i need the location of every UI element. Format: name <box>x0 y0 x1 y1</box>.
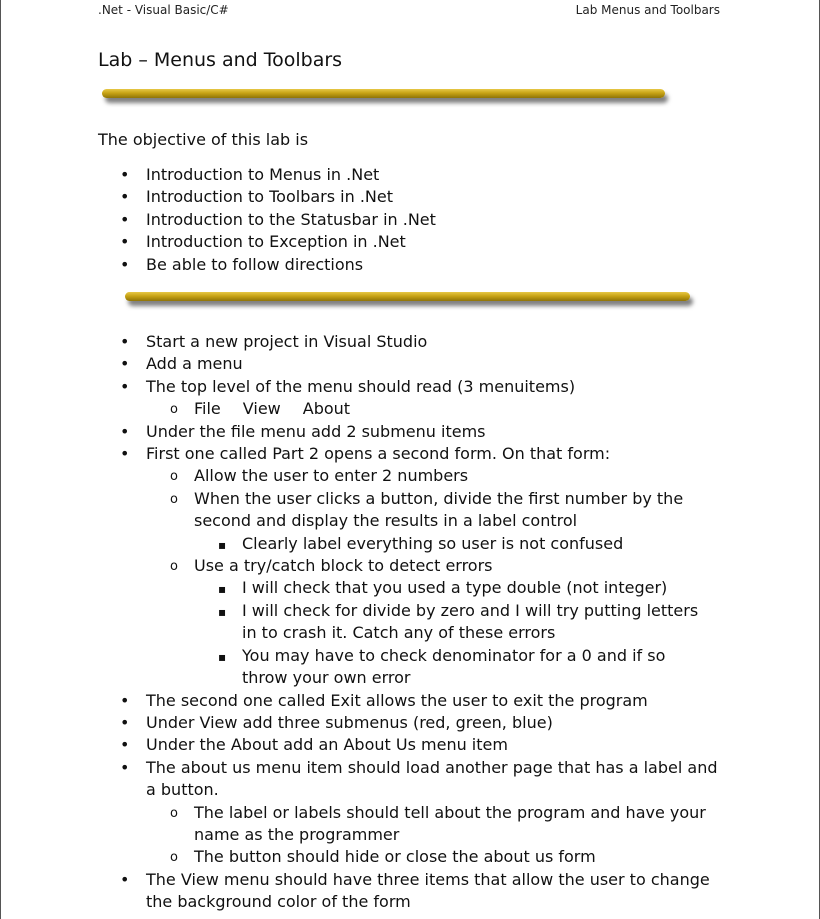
sub-step-item: o The label or labels should tell about the program and have your name as the programmer <box>194 802 724 847</box>
header-right: Lab Menus and Toolbars <box>575 3 720 17</box>
step-item: • Under View add three submenus (red, green, blue) <box>146 712 726 734</box>
detail-item: ▪ You may have to check denominator for a 0 and if so throw your own error <box>242 645 712 690</box>
objective-list <box>1 164 820 276</box>
step-item: • Start a new project in Visual Studio <box>146 331 726 353</box>
objective-item: • Introduction to Menus in .Net <box>146 164 726 186</box>
step-item: • The second one called Exit allows the user to exit the program <box>146 690 726 712</box>
sub-step-item: o The button should hide or close the about us form <box>194 846 724 868</box>
menu-item-about: About <box>302 399 351 419</box>
objective-item: • Introduction to the Statusbar in .Net <box>146 209 726 231</box>
objective-item: • Introduction to Exception in .Net <box>146 231 726 253</box>
objective-item: • Be able to follow directions <box>146 254 726 276</box>
menu-item-file: File <box>194 399 221 419</box>
step-item: • Under the file menu add 2 submenu items <box>146 421 726 443</box>
objective-intro: The objective of this lab is <box>98 130 309 149</box>
sub-step-item: o Allow the user to enter 2 numbers <box>194 465 724 487</box>
sub-step-item: o When the user clicks a button, divide the first number by the second and display the results in a label control <box>194 488 724 533</box>
sub-step-item: o Use a try/catch block to detect errors <box>194 555 724 577</box>
detail-item: ▪ Clearly label everything so user is not confused <box>242 533 712 555</box>
gold-divider-middle <box>125 292 690 301</box>
step-item: • The top level of the menu should read (3 menuitems) <box>146 376 726 398</box>
detail-item: ▪ I will check that you used a type double (not integer) <box>242 577 712 599</box>
step-item: • First one called Part 2 opens a second form. On that form: <box>146 443 726 465</box>
header-left: .Net - Visual Basic/C# <box>98 3 229 17</box>
step-item: • Add a menu <box>146 353 726 375</box>
detail-item: ▪ I will check for divide by zero and I will try putting letters in to crash it. Catch any of these errors <box>242 600 712 645</box>
step-item: • Under the About add an About Us menu item <box>146 734 726 756</box>
objective-item: • Introduction to Toolbars in .Net <box>146 186 726 208</box>
step-item: • The about us menu item should load another page that has a label and a button. <box>146 757 726 802</box>
page-title: Lab – Menus and Toolbars <box>98 49 343 71</box>
step-item: • The View menu should have three items that allow the user to change the background color of the form <box>146 869 726 914</box>
gold-divider-top <box>102 89 665 98</box>
instruction-list <box>1 331 820 914</box>
menu-items-line <box>194 398 724 420</box>
menu-item-view: View <box>242 399 281 419</box>
